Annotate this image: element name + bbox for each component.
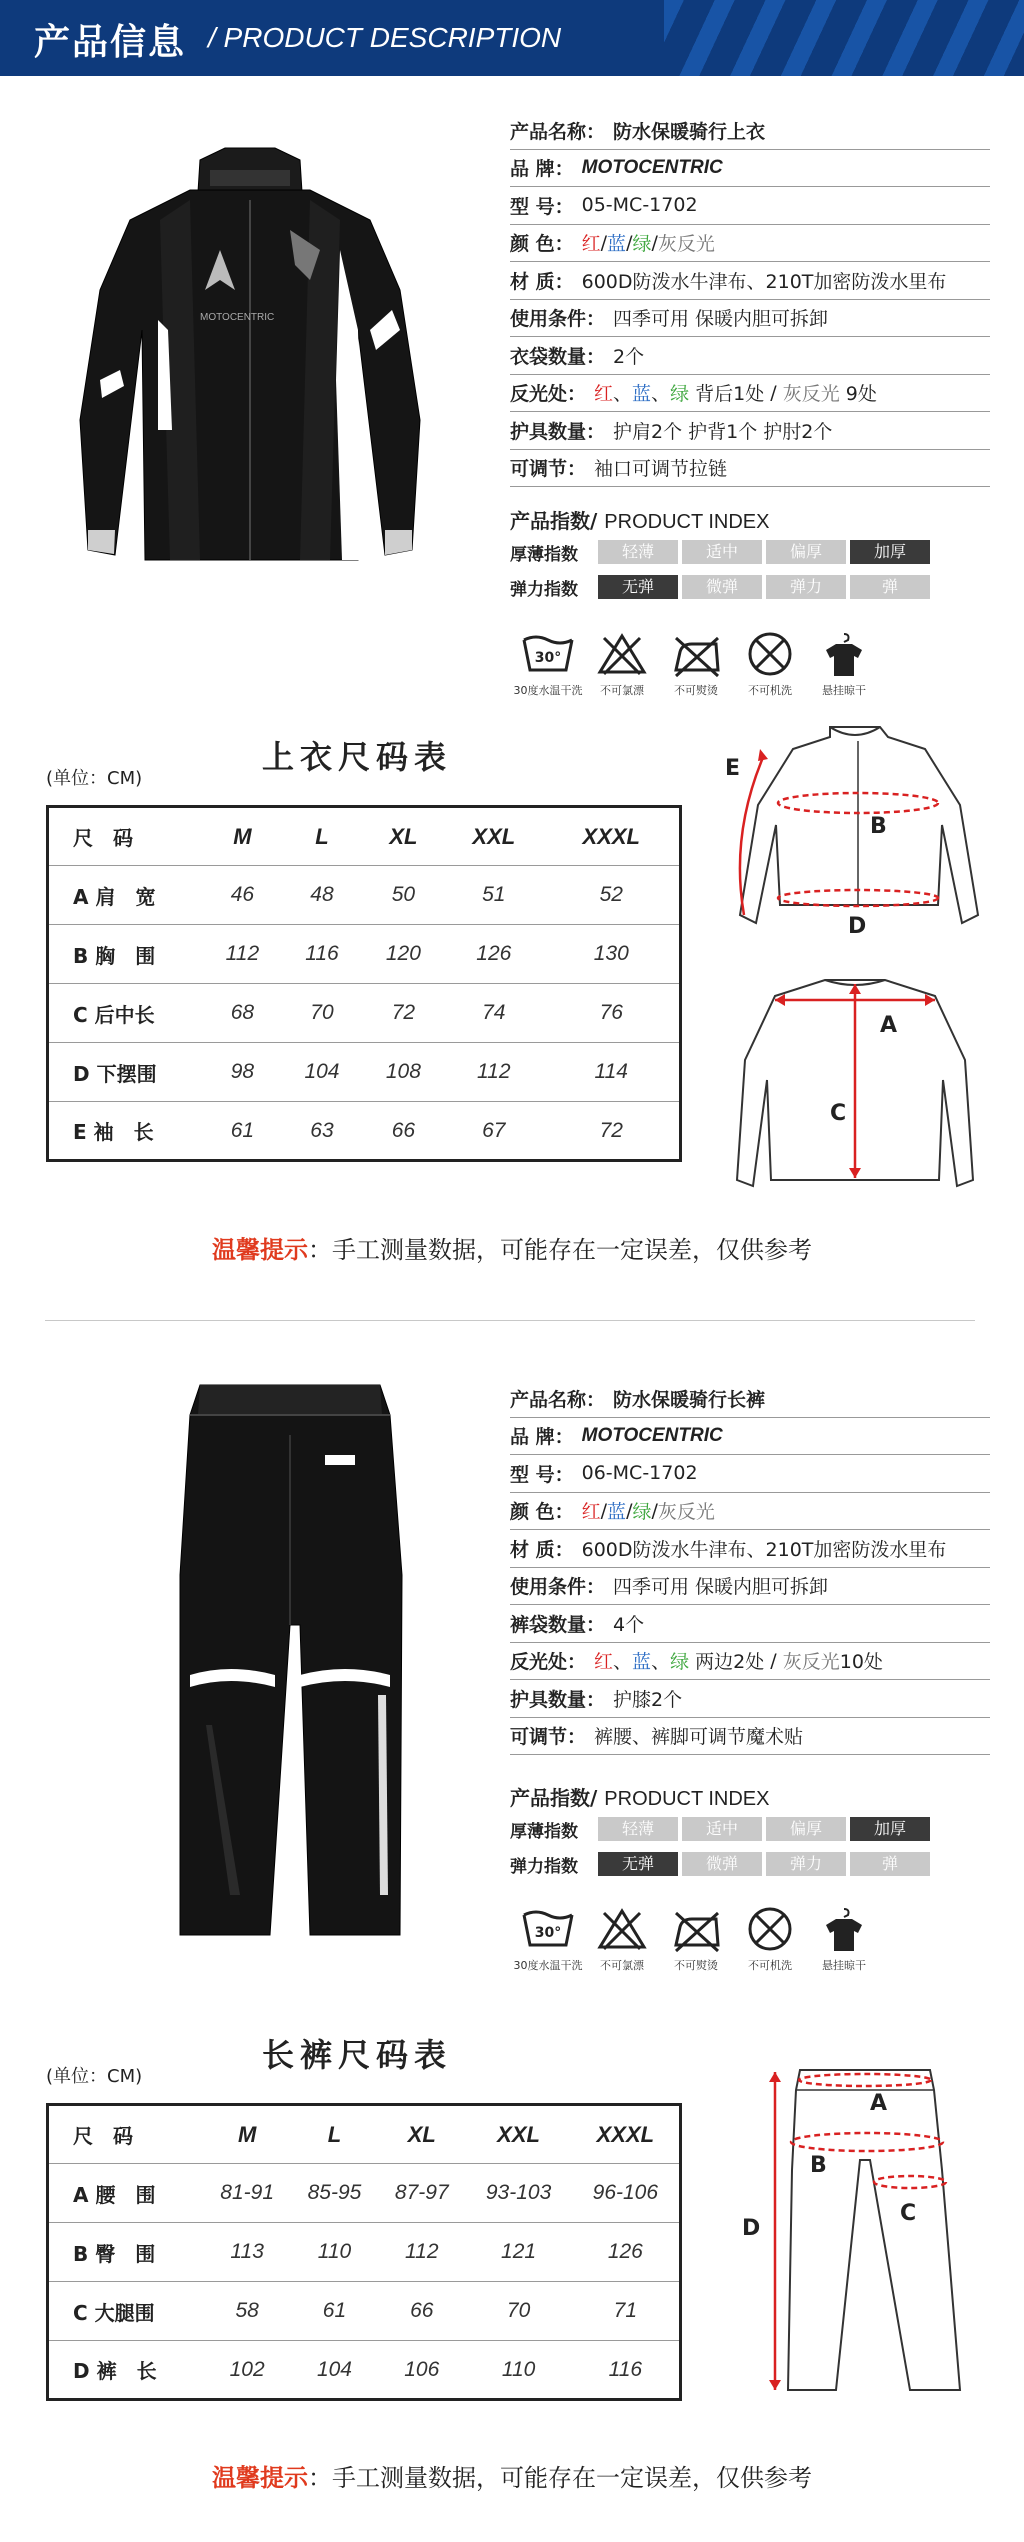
care-item — [734, 630, 806, 698]
table-cell: 85-95 — [291, 2164, 378, 2223]
spec-key: 产品名称： — [510, 1388, 606, 1411]
diagram-label-a: A — [870, 2091, 888, 2116]
elastic-option: 弹 — [850, 575, 930, 599]
table-cell: 48 — [281, 866, 362, 925]
table-cell: 74 — [444, 984, 543, 1043]
care-temp-text: 30° — [534, 1925, 562, 1941]
table-row — [48, 984, 681, 1043]
care-caption: 悬挂晾干 — [822, 1959, 866, 1972]
header-title: 产品信息 — [34, 22, 187, 63]
spec-value: 600D防泼水牛津布、210T加密防泼水里布 — [581, 270, 947, 293]
table-cell: 66 — [391, 1118, 416, 1142]
spec-key: 可调节： — [510, 458, 587, 481]
page-header — [0, 0, 1024, 76]
care-item — [512, 630, 584, 698]
elastic-label: 弹力指数 — [510, 579, 578, 600]
spec-key: 护具数量： — [510, 420, 606, 443]
spec-key: 反光处： — [510, 383, 587, 406]
elastic-option: 弹 — [850, 1852, 930, 1876]
thickness-label: 厚薄指数 — [510, 544, 578, 565]
table-header-cell: 尺 码 — [48, 2105, 204, 2164]
spec-value: 袖口可调节拉链 — [594, 458, 728, 481]
spec-value: 四季可用 保暖内胆可拆卸 — [613, 1576, 829, 1599]
spec-value: 防水保暖骑行长裤 — [613, 1388, 766, 1411]
no-machine-wash-icon — [742, 630, 798, 678]
row-label: C 后中长 — [48, 984, 204, 1043]
elastic-option: 微弹 — [682, 1852, 762, 1876]
table-row — [48, 2164, 681, 2223]
spec-row-material — [510, 262, 990, 300]
index-title-cn: 产品指数/ — [510, 1786, 598, 1810]
row-label: D 下摆围 — [48, 1043, 204, 1102]
tip-text: ：手工测量数据，可能存在一定误差，仅供参考 — [308, 1236, 812, 1264]
table-cell: 113 — [204, 2223, 291, 2282]
table-header-cell: M — [204, 2105, 291, 2164]
tip-label: 温馨提示 — [212, 1236, 308, 1264]
spec-key: 使用条件： — [510, 1576, 606, 1599]
thickness-option-selected: 加厚 — [850, 1817, 930, 1841]
color-red-text: 红 — [594, 1651, 614, 1674]
table-cell: 126 — [444, 925, 543, 984]
no-machine-wash-icon — [742, 1905, 798, 1953]
color-green-text: 绿 — [670, 383, 690, 406]
care-item — [586, 1905, 658, 1973]
table-cell: 52 — [544, 866, 681, 925]
care-caption: 不可机洗 — [748, 1959, 792, 1972]
diagram-label-d: D — [848, 914, 867, 939]
pants-size-chart-title: 长裤尺码表 — [262, 2036, 453, 2074]
diagram-label-b: B — [870, 814, 887, 839]
spec-key: 型 号： — [510, 1463, 574, 1486]
spec-key: 颜 色： — [510, 1501, 574, 1524]
table-row — [48, 1043, 681, 1102]
row-label: B 臀 围 — [48, 2223, 204, 2282]
thickness-option: 轻薄 — [598, 1817, 678, 1841]
spec-key: 裤袋数量： — [510, 1613, 606, 1636]
care-item — [808, 1905, 880, 1973]
color-gray-text: 灰反光 — [782, 1651, 840, 1674]
spec-value: MOTOCENTRIC — [581, 156, 723, 178]
spec-row-adjustable — [510, 1718, 990, 1756]
pants-tip — [0, 2458, 1024, 2493]
elastic-option: 弹力 — [766, 575, 846, 599]
elastic-option: 弹力 — [766, 1852, 846, 1876]
thickness-option: 轻薄 — [598, 540, 678, 564]
spec-key: 材 质： — [510, 270, 574, 293]
spec-row-material — [510, 1530, 990, 1568]
care-caption: 不可氯漂 — [600, 1959, 644, 1972]
table-cell: 108 — [363, 1043, 444, 1102]
care-caption: 30度水温干洗 — [513, 684, 583, 697]
jacket-front-measure-diagram — [720, 715, 990, 945]
table-cell: 61 — [230, 1118, 255, 1142]
table-cell: 98 — [204, 1043, 282, 1102]
elastic-option-selected: 无弹 — [598, 575, 678, 599]
spec-row-usage — [510, 1568, 990, 1606]
color-green-text: 绿 — [670, 1651, 690, 1674]
table-row — [48, 866, 681, 925]
color-red-text: 红 — [581, 233, 601, 256]
thickness-label: 厚薄指数 — [510, 1821, 578, 1842]
care-caption: 不可氯漂 — [600, 684, 644, 697]
spec-value: 护肩2个 护背1个 护肘2个 — [613, 420, 833, 443]
table-row — [48, 2223, 681, 2282]
table-cell: 110 — [501, 2357, 536, 2381]
table-row — [48, 2341, 681, 2400]
spec-row-brand — [510, 1418, 990, 1456]
table-cell: 104 — [281, 1043, 362, 1102]
spec-key: 护具数量： — [510, 1688, 606, 1711]
spec-row-reflective: 反光处： 红 、 蓝 、 绿 两边2处 / 灰反光 10处 — [510, 1643, 990, 1681]
table-cell: 96-106 — [572, 2164, 681, 2223]
care-item — [734, 1905, 806, 1973]
table-cell: 93-103 — [465, 2164, 571, 2223]
table-cell: 46 — [204, 866, 282, 925]
reflective-count: 两边2处 — [695, 1651, 765, 1674]
spec-value: 600D防泼水牛津布、210T加密防泼水里布 — [581, 1538, 947, 1561]
no-iron-icon — [668, 630, 724, 678]
spec-value: 防水保暖骑行上衣 — [613, 120, 766, 143]
elastic-option: 微弹 — [682, 575, 762, 599]
pants-thickness-index — [510, 1814, 934, 1844]
table-header-cell: XL — [378, 2105, 465, 2164]
table-cell: 110 — [291, 2223, 378, 2282]
spec-value: MOTOCENTRIC — [581, 1424, 723, 1446]
pants-index-title — [510, 1782, 770, 1811]
row-label: E 袖 长 — [73, 1120, 154, 1144]
table-cell: 50 — [363, 866, 444, 925]
pants-unit-label: (单位：CM) — [46, 2066, 143, 2087]
no-iron-icon — [668, 1905, 724, 1953]
spec-key: 材 质： — [510, 1538, 574, 1561]
table-cell: 87-97 — [378, 2164, 465, 2223]
table-cell: 116 — [608, 2357, 643, 2381]
table-cell: 71 — [572, 2282, 681, 2341]
table-cell: 61 — [291, 2282, 378, 2341]
thickness-option: 适中 — [682, 540, 762, 564]
care-caption: 30度水温干洗 — [513, 1959, 583, 1972]
color-gray-text: 灰反光 — [657, 233, 715, 256]
jacket-care-icons — [512, 630, 882, 698]
table-row — [48, 1102, 681, 1161]
spec-row-model — [510, 187, 990, 225]
table-cell: 66 — [378, 2282, 465, 2341]
table-header-cell: L — [291, 2105, 378, 2164]
svg-text:MOTOCENTRIC: MOTOCENTRIC — [200, 312, 275, 323]
table-cell: 120 — [363, 925, 444, 984]
table-cell: 126 — [572, 2223, 681, 2282]
no-bleach-icon — [594, 630, 650, 678]
color-blue-text: 蓝 — [607, 233, 627, 256]
hang-dry-icon — [816, 630, 872, 678]
table-header-cell: XXXL — [572, 2105, 681, 2164]
table-cell: 130 — [544, 925, 681, 984]
color-red-text: 红 — [594, 383, 614, 406]
diagram-label-c: C — [900, 2201, 917, 2226]
row-label: A 腰 围 — [48, 2164, 204, 2223]
color-blue-text: 蓝 — [607, 1501, 627, 1524]
table-cell: 51 — [444, 866, 543, 925]
spec-row-brand — [510, 150, 990, 188]
spec-key: 品 牌： — [510, 158, 574, 181]
reflective-count: 背后1处 — [695, 383, 765, 406]
table-cell: 76 — [544, 984, 681, 1043]
table-header-cell: XL — [363, 807, 444, 866]
table-header-cell: XXL — [465, 2105, 571, 2164]
spec-row-name — [510, 112, 990, 150]
pants-care-icons — [512, 1905, 882, 1973]
pants-spec-list — [510, 1380, 990, 1755]
pants-product-image — [150, 1375, 430, 1965]
table-header-cell: XXXL — [544, 807, 681, 866]
spec-row-adjustable — [510, 450, 990, 488]
pants-size-table — [46, 2103, 682, 2401]
header-subtitle: / PRODUCT DESCRIPTION — [208, 22, 562, 53]
jacket-index-title — [510, 505, 770, 534]
table-header-cell: M — [204, 807, 282, 866]
spec-key: 品 牌： — [510, 1426, 574, 1449]
spec-key: 反光处： — [510, 1651, 587, 1674]
table-cell: 63 — [310, 1118, 334, 1142]
row-label: B 胸 围 — [48, 925, 204, 984]
no-bleach-icon — [594, 1905, 650, 1953]
care-item — [808, 630, 880, 698]
index-title-en: PRODUCT INDEX — [604, 511, 770, 533]
hang-dry-icon — [816, 1905, 872, 1953]
table-cell: 102 — [229, 2357, 265, 2381]
table-header-row — [48, 807, 681, 866]
table-row — [48, 2282, 681, 2341]
spec-row-name — [510, 1380, 990, 1418]
table-header-cell: L — [281, 807, 362, 866]
color-green-text: 绿 — [632, 1501, 652, 1524]
diagram-label-e: E — [725, 756, 741, 781]
spec-key: 可调节： — [510, 1726, 587, 1749]
index-title-cn: 产品指数/ — [510, 509, 598, 533]
table-header-row — [48, 2105, 681, 2164]
header-stripe-decoration — [664, 0, 1024, 76]
hand-wash-30-icon — [520, 630, 576, 678]
jacket-tip — [0, 1230, 1024, 1265]
table-cell: 116 — [281, 925, 362, 984]
jacket-unit-label: (单位：CM) — [46, 768, 143, 789]
diagram-label-a: A — [880, 1013, 898, 1038]
table-cell: 68 — [204, 984, 282, 1043]
table-cell: 81-91 — [204, 2164, 291, 2223]
hand-wash-30-icon — [520, 1905, 576, 1953]
spec-value: 裤腰、裤脚可调节魔术贴 — [594, 1726, 804, 1749]
jacket-thickness-index — [510, 537, 934, 567]
table-row — [48, 925, 681, 984]
reflective-gray-count: 9处 — [845, 383, 877, 406]
color-blue-text: 蓝 — [632, 383, 652, 406]
elastic-option-selected: 无弹 — [598, 1852, 678, 1876]
care-item — [660, 1905, 732, 1973]
table-cell: 112 — [378, 2223, 465, 2282]
jacket-size-chart-title: 上衣尺码表 — [262, 738, 453, 776]
tip-label: 温馨提示 — [212, 2464, 308, 2492]
care-caption: 悬挂晾干 — [822, 684, 866, 697]
table-cell: 121 — [465, 2223, 571, 2282]
thickness-option: 偏厚 — [766, 1817, 846, 1841]
color-green-text: 绿 — [632, 233, 652, 256]
diagram-label-c: C — [830, 1101, 847, 1126]
color-gray-text: 灰反光 — [782, 383, 840, 406]
care-caption: 不可熨烫 — [674, 1959, 718, 1972]
care-item — [586, 630, 658, 698]
spec-row-color: 颜 色： 红 / 蓝 / 绿 / 灰反光 — [510, 225, 990, 263]
spec-row-pockets — [510, 337, 990, 375]
section-divider — [45, 1320, 975, 1321]
spec-value: 06-MC-1702 — [581, 1462, 698, 1485]
table-cell: 72 — [599, 1118, 623, 1142]
table-cell: 72 — [363, 984, 444, 1043]
jacket-spec-list — [510, 112, 990, 487]
elastic-label: 弹力指数 — [510, 1856, 578, 1877]
thickness-option-selected: 加厚 — [850, 540, 930, 564]
jacket-elastic-index — [510, 572, 934, 602]
pants-elastic-index — [510, 1849, 934, 1879]
index-title-en: PRODUCT INDEX — [604, 1788, 770, 1810]
table-header-cell: XXL — [444, 807, 543, 866]
spec-row-protectors — [510, 412, 990, 450]
table-cell: 70 — [465, 2282, 571, 2341]
color-blue-text: 蓝 — [632, 1651, 652, 1674]
care-item — [660, 630, 732, 698]
spec-key: 使用条件： — [510, 308, 606, 331]
spec-value: 护膝2个 — [613, 1688, 683, 1711]
table-header-cell: 尺 码 — [48, 807, 204, 866]
care-caption: 不可机洗 — [748, 684, 792, 697]
color-gray-text: 灰反光 — [657, 1501, 715, 1524]
table-cell: 58 — [204, 2282, 291, 2341]
table-cell: 112 — [204, 925, 282, 984]
care-caption: 不可熨烫 — [674, 684, 718, 697]
spec-row-color: 颜 色： 红 / 蓝 / 绿 / 灰反光 — [510, 1493, 990, 1531]
pants-measure-diagram — [730, 2050, 980, 2410]
spec-value: 4个 — [613, 1613, 645, 1636]
table-cell: 67 — [482, 1118, 506, 1142]
spec-row-model — [510, 1455, 990, 1493]
color-red-text: 红 — [581, 1501, 601, 1524]
diagram-label-d: D — [742, 2216, 761, 2241]
thickness-option: 偏厚 — [766, 540, 846, 564]
table-cell: 106 — [404, 2357, 440, 2381]
spec-key: 产品名称： — [510, 120, 606, 143]
table-cell: 112 — [444, 1043, 543, 1102]
row-label: D 裤 长 — [73, 2359, 157, 2383]
thickness-option: 适中 — [682, 1817, 762, 1841]
jacket-back-measure-diagram — [735, 960, 975, 1200]
spec-key: 颜 色： — [510, 233, 574, 256]
jacket-size-table — [46, 805, 682, 1162]
spec-value: 05-MC-1702 — [581, 194, 698, 217]
care-item — [512, 1905, 584, 1973]
reflective-gray-count: 10处 — [839, 1651, 883, 1674]
spec-row-protectors — [510, 1680, 990, 1718]
row-label: A 肩 宽 — [48, 866, 204, 925]
spec-value: 2个 — [613, 345, 645, 368]
jacket-product-image — [40, 130, 460, 600]
spec-row-reflective: 反光处： 红 、 蓝 、 绿 背后1处 / 灰反光 9处 — [510, 375, 990, 413]
spec-key: 型 号： — [510, 195, 574, 218]
spec-value: 四季可用 保暖内胆可拆卸 — [613, 308, 829, 331]
spec-key: 衣袋数量： — [510, 345, 606, 368]
spec-row-pockets — [510, 1605, 990, 1643]
spec-row-usage — [510, 300, 990, 338]
row-label: C 大腿围 — [48, 2282, 204, 2341]
table-cell: 114 — [544, 1043, 681, 1102]
diagram-label-b: B — [810, 2153, 827, 2178]
care-temp-text: 30° — [534, 650, 562, 666]
table-cell: 104 — [316, 2357, 352, 2381]
tip-text: ：手工测量数据，可能存在一定误差，仅供参考 — [308, 2464, 812, 2492]
table-cell: 70 — [281, 984, 362, 1043]
